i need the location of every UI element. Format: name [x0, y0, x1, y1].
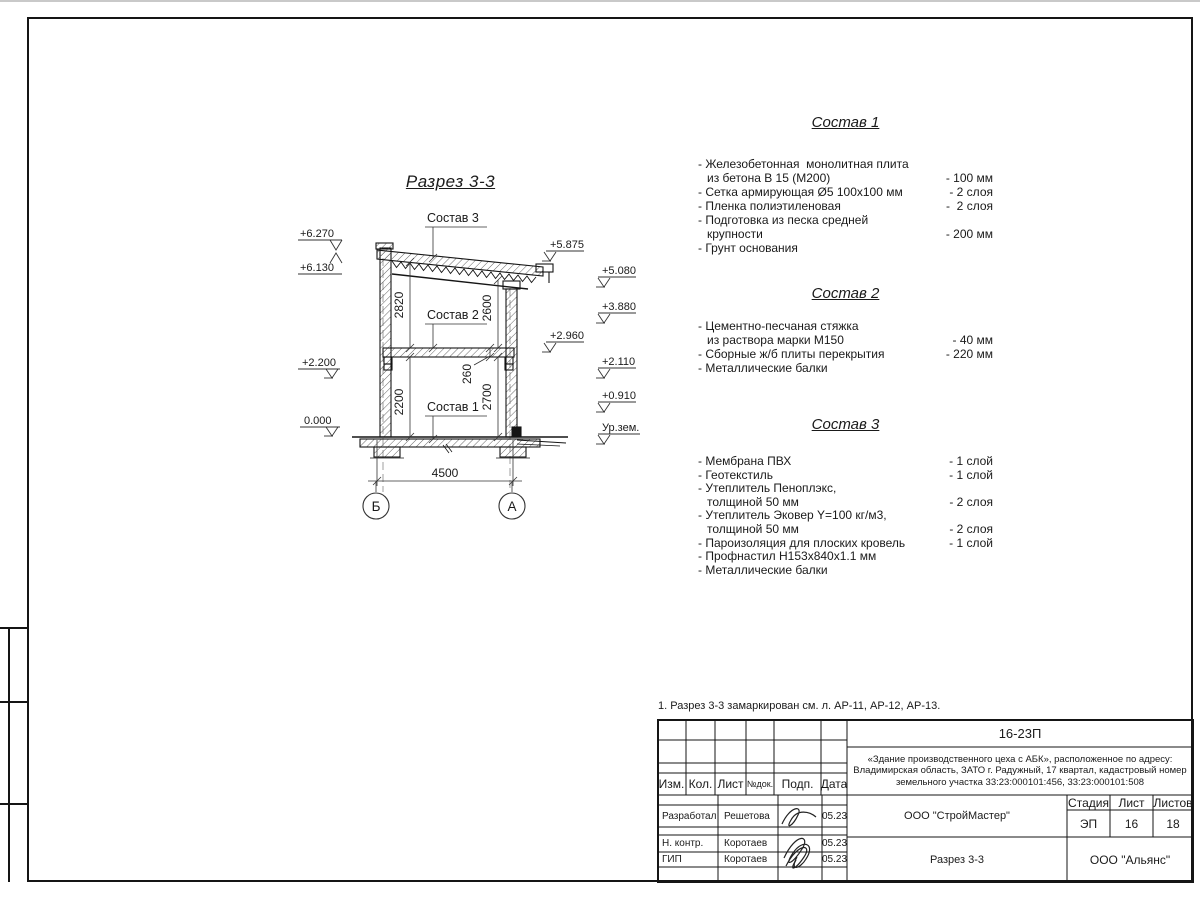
elev-0000: 0.000 [304, 415, 332, 427]
composition1-title: Состав 1 [811, 114, 880, 131]
stamp-sheet-label: Лист [1118, 795, 1145, 810]
stamp-name: Коротаев [724, 854, 768, 865]
stamp-project-description: «Здание производственного цеха с АБК», расположенное по адресу: Владимирская область, ЗАТО г. Радужный, 17 квартал, кадастровый номер земельного участка 33:23:000101:456, 33:23:000101:508 [853, 753, 1187, 788]
list-item: - Железобетонная монолитная плита [698, 157, 909, 171]
list-item: - Профнастил Н153х840х1.1 мм [698, 549, 877, 564]
stamp-stage-label: Стадия [1068, 795, 1109, 810]
dim-4500: 4500 [431, 466, 459, 480]
stamp-name: Решетова [724, 810, 770, 822]
list-item: - Металлические балки [698, 562, 828, 577]
list-item: из раствора марки М150 - 40 мм [707, 333, 993, 347]
composition1-label: Состав 1 [427, 400, 479, 414]
stamp-name: Коротаев [724, 838, 768, 849]
stamp-contractor: ООО "СтройМастер" [904, 810, 1010, 822]
elev-6270: +6.270 [300, 228, 334, 240]
composition1-list [698, 157, 993, 255]
list-item: - Цементно-песчаная стяжка [698, 319, 859, 333]
list-item: - Мембрана ПВХ - 1 слой [698, 454, 993, 468]
stamp-date: 05.23 [821, 854, 848, 865]
composition2-title: Состав 2 [811, 285, 880, 302]
stamp-col-kol: Кол. [688, 777, 713, 791]
list-item: из бетона В 15 (М200) - 100 мм [707, 171, 993, 185]
list-item: - Пароизоляция для плоских кровель - 1 слой [698, 535, 993, 550]
signature-scribbles [776, 796, 822, 880]
list-item: - Металлические балки [698, 361, 828, 375]
list-item: - Сетка армирующая Ø5 100x100 мм - 2 слоя [698, 185, 993, 199]
stamp-sheets-label: Листов [1153, 795, 1193, 810]
list-item: - Пленка полиэтиленовая - 2 слоя [698, 199, 993, 213]
stamp-customer: ООО "Альянс" [1089, 852, 1171, 867]
elevation-marks-right [542, 251, 640, 444]
stamp-sheet-value: 16 [1124, 816, 1139, 831]
elev-3880: +3.880 [602, 301, 636, 313]
stamp-drawing-name: Разрез 3-3 [929, 853, 984, 866]
axis-label-a: А [507, 499, 517, 514]
axis-bubbles [363, 493, 525, 519]
elev-2110: +2.110 [602, 356, 636, 368]
stamp-date: 05.23 [821, 810, 848, 822]
composition3-label: Состав 3 [427, 211, 479, 225]
elev-0910: +0.910 [602, 390, 636, 402]
stamp-date: 05.23 [821, 838, 848, 849]
stamp-col-podp: Подп. [781, 777, 814, 791]
list-item: толщиной 50 мм - 2 слоя [707, 521, 993, 536]
stamp-col-list: Лист [717, 777, 744, 791]
stamp-role: Н. контр. [662, 838, 704, 849]
list-item: - Геотекстиль - 1 слой [698, 467, 993, 482]
list-item: - Сборные ж/б плиты перекрытия - 220 мм [698, 347, 993, 361]
list-item: толщиной 50 мм - 2 слоя [707, 494, 993, 509]
dim-2700: 2700 [480, 383, 494, 411]
stamp-sheets-value: 18 [1166, 816, 1180, 831]
dim-2600: 2600 [480, 294, 494, 322]
section-title: Разрез 3-3 [405, 172, 496, 191]
composition3-title: Состав 3 [811, 416, 880, 433]
stamp-stage-value: ЭП [1079, 816, 1098, 831]
list-item: - Утеплитель Эковер Y=100 кг/м3, [698, 508, 887, 523]
stamp-role: ГИП [662, 854, 682, 865]
dim-2820: 2820 [392, 291, 406, 319]
dim-260: 260 [460, 363, 474, 385]
stamp-col-ndoc: №док. [746, 779, 774, 789]
list-item: - Утеплитель Пеноплэкс, [698, 481, 837, 496]
axis-label-b: Б [371, 499, 381, 514]
list-item: - Подготовка из песка средней [698, 213, 869, 227]
sheet-note: 1. Разрез 3-3 замаркирован см. л. АР-11, АР-12, АР-13. [658, 700, 941, 712]
list-item: крупности - 200 мм [707, 227, 993, 241]
list-item: - Грунт основания [698, 241, 798, 255]
building-section [352, 243, 568, 458]
elev-5875: +5.875 [550, 239, 584, 251]
stamp-col-data: Дата [820, 777, 848, 791]
stamp-role: Разработал [662, 810, 717, 822]
dim-2200: 2200 [392, 388, 406, 416]
elev-ground-level: Ур.зем. [602, 422, 640, 434]
stamp-col-izm: Изм. [658, 777, 685, 791]
composition2-list [698, 319, 993, 375]
elev-5080: +5.080 [602, 265, 636, 277]
elev-2960: +2.960 [550, 330, 584, 342]
stamp-doc-number: 16-23П [998, 725, 1042, 741]
elev-2200: +2.200 [302, 357, 336, 369]
composition3-list [698, 455, 993, 577]
elev-6130: +6.130 [300, 262, 334, 274]
composition2-label: Состав 2 [427, 308, 479, 322]
